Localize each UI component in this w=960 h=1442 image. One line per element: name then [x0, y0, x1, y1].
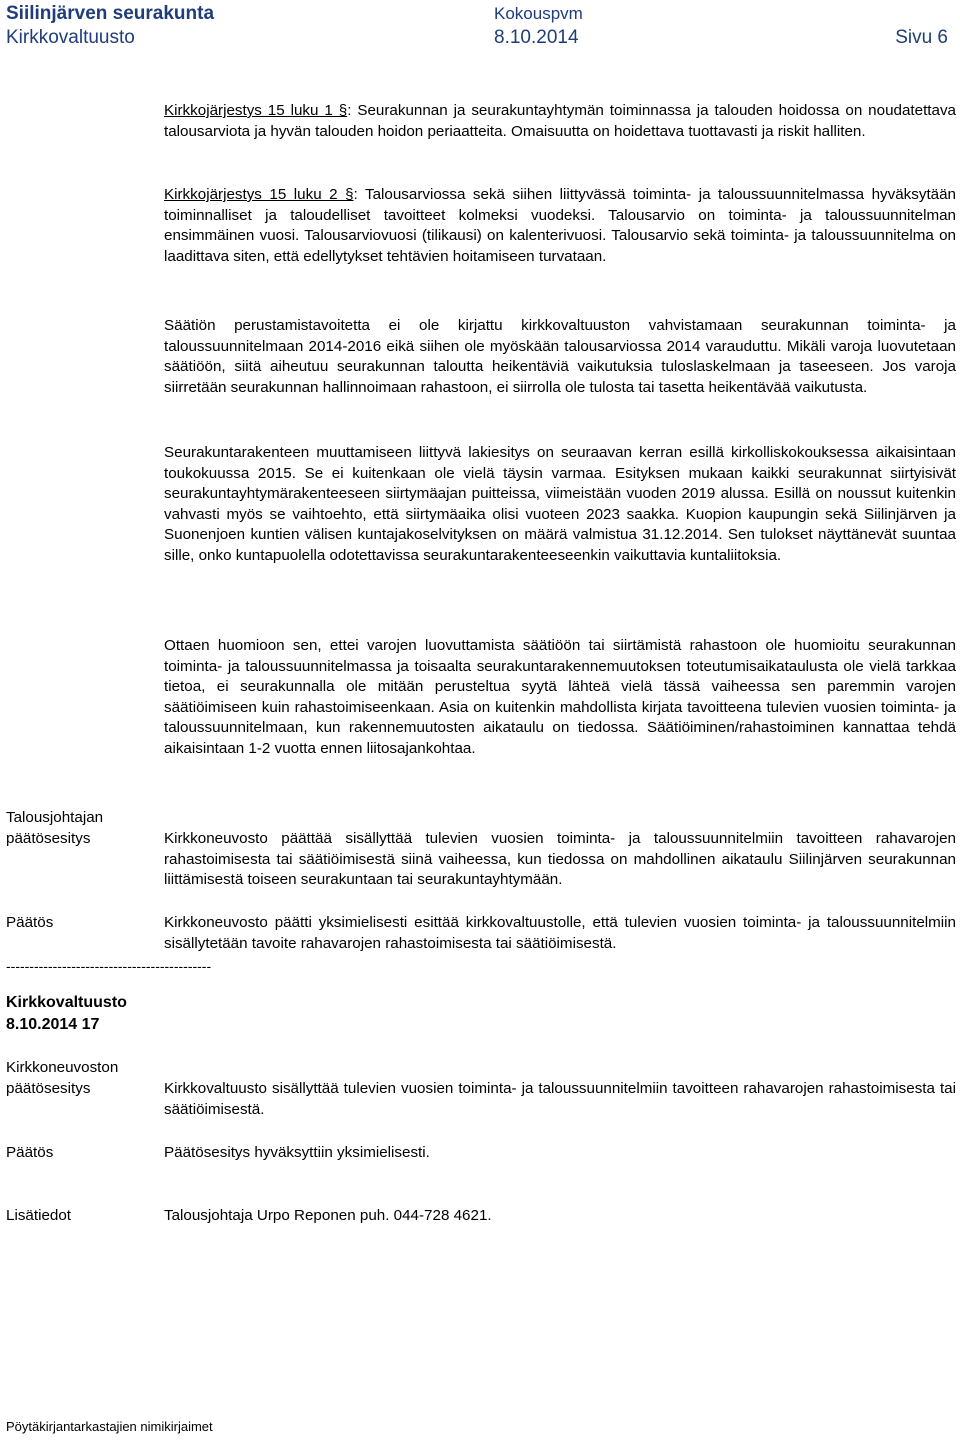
- council-decision-label: Päätös: [6, 1144, 54, 1161]
- page-number: Sivu 6: [895, 27, 948, 48]
- body-name: Kirkkovaltuusto: [6, 27, 135, 48]
- council-proposal-text: Kirkkovaltuusto sisällyttää tulevien vuosien toiminta- ja taloussuunnitelmiin tavoitteen rahavarojen rahastoimisesta tai säätiöimisestä.: [164, 1080, 956, 1118]
- paragraph-saatio: Säätiön perustamistavoitetta ei ole kirjattu kirkkovaltuuston vahvistamaan seurakunnan toiminta- ja taloussuunnitelmaan 2014-2016 eikä siihen ole myöskään talousarviossa 2014 varauduttu. Mikäli varoja luovutetaan säätiöön, siitä aiheutuu seurakunnan taloutta heikentäviä vaikutuksia tuloslaskelmaan ja taseeseen. Jos varoja siirretään seurakunnan hallinnoimaan rahastoon, ei siirrolla ole tulosta tai tasetta heikentävää vaikutusta.: [164, 317, 956, 396]
- paragraph-seurakuntarakenne: Seurakuntarakenteen muuttamiseen liittyvä lakiesitys on seuraavan kerran esillä kirkolliskokouksessa aikaisintaan toukokuussa 2015. Se ei kuitenkaan ole vielä täysin varmaa. Esityksen mukaan kaikki seurakunnat siirtyisivät seurakuntayhtymärakenteeseen siirtymäajan puitteissa, viimeistään vuoden 2019 alussa. Esillä on noussut kuitenkin vahvasti myös se vaihtoehto, että siirtymäaika olisi vuoteen 2023 saakka. Kuopion kaupungin sekä Siilinjärven ja Suonenjoen kuntien välisen kuntajakoselvityksen on määrä valmistua 31.12.2014. Sen tulokset näyttänevät suuntaa sille, onko kuntapuolella odotettavissa seurakuntarakenteeseenkin vaikuttavia kuntaliitoksia.: [164, 444, 956, 564]
- decision-text: Kirkkoneuvosto päätti yksimielisesti esittää kirkkovaltuustolle, että tulevien vuosien toiminta- ja taloussuunnitelmiin sisällytetään tavoite rahavarojen rahastoimisesta tai säätiöimisestä.: [164, 914, 956, 952]
- organization-name: Siilinjärven seurakunta: [6, 3, 215, 24]
- council-proposal-label: [6, 1058, 118, 1099]
- law-reference-link[interactable]: Kirkkojärjestys 15 luku 2 §: [164, 186, 354, 203]
- separator-line: --------------------------------------------: [6, 958, 212, 974]
- proposal-label-line1: Talousjohtajan: [6, 809, 104, 826]
- paragraph-kirkkojarjestys-1: [164, 101, 956, 142]
- council-proposal-label-line1: Kirkkoneuvoston: [6, 1059, 119, 1076]
- council-proposal-label-line2: päätösesitys: [6, 1079, 91, 1097]
- section-heading: [6, 992, 127, 1036]
- meeting-date: 8.10.2014: [494, 27, 579, 48]
- proposal-label: [6, 808, 103, 849]
- section-title: Kirkkovaltuusto: [6, 994, 127, 1011]
- page-header: [6, 0, 954, 52]
- more-info-text: Talousjohtaja Urpo Reponen puh. 044-728 4621.: [164, 1207, 492, 1224]
- section-date-number: 8.10.2014 17: [6, 1016, 100, 1033]
- council-decision-text: Päätösesitys hyväksyttiin yksimielisesti.: [164, 1144, 430, 1161]
- proposal-text: Kirkkoneuvosto päättää sisällyttää tulevien vuosien toiminta- ja taloussuunnitelmiin tavoitteen rahavarojen rahastoimisesta tai säätiöimisestä siinä vaiheessa, kun tiedossa on mahdollinen aikataulu Siilinjärven seurakunnan liittämisestä toiseen seurakuntaan tai seurakuntayhtymään.: [164, 830, 956, 889]
- law-reference-link[interactable]: Kirkkojärjestys 15 luku 1 §: [164, 102, 348, 119]
- decision-label: Päätös: [6, 914, 54, 931]
- page-footer: Pöytäkirjantarkastajien nimikirjaimet: [6, 1419, 213, 1434]
- meeting-date-label: Kokouspvm: [494, 4, 583, 23]
- proposal-label-line2: päätösesitys: [6, 829, 91, 847]
- paragraph-ottaen-huomioon: Ottaen huomioon sen, ettei varojen luovuttamista säätiöön tai siirtämistä rahastoon ole huomioitu seurakunnan toiminta- ja taloussuunnitelmassa ja toisaalta seurakuntarakennemuutoksen toteutumisaikataulusta ole vielä tarkkaa tietoa, ei seurakunnalla ole mitään perusteltua syytä lähteä vielä tässä vaiheessa sen paremmin varojen säätiöimiseen kuin rahastoimiseenkaan. Asia on kuitenkin mahdollista kirjata tavoitteena tulevien vuosien toiminta- ja taloussuunnitelmaan, kun rakennemuutosten aikataulu on tiedossa. Säätiöiminen/rahastoiminen kannattaa tehdä aikaisintaan 1-2 vuotta ennen liitosajankohtaa.: [164, 637, 956, 757]
- paragraph-text: : Talousarviossa sekä siihen liittyvässä toiminta- ja taloussuunnitelmassa hyväksytään toiminnalliset ja taloudelliset tavoitteet kolmeksi vuodeksi. Talousarvio on toiminta- ja taloussuunnitelman ensimmäinen vuosi. Talousarviovuosi (tilikausi) on kalenterivuosi. Talousarvio sekä toiminta- ja taloussuunnitelma on laadittava siten, että edellytykset tehtävien hoitamiseen turvataan.: [164, 186, 957, 265]
- paragraph-kirkkojarjestys-2: [164, 185, 956, 267]
- more-info-label: Lisätiedot: [6, 1207, 72, 1224]
- paragraph-text: : Seurakunnan ja seurakuntayhtymän toiminnassa ja talouden hoidossa on noudatettava talousarviota ja hyvän talouden hoidon periaatteita. Omaisuutta on hoidettava tuottavasti ja riskit halliten.: [164, 102, 957, 140]
